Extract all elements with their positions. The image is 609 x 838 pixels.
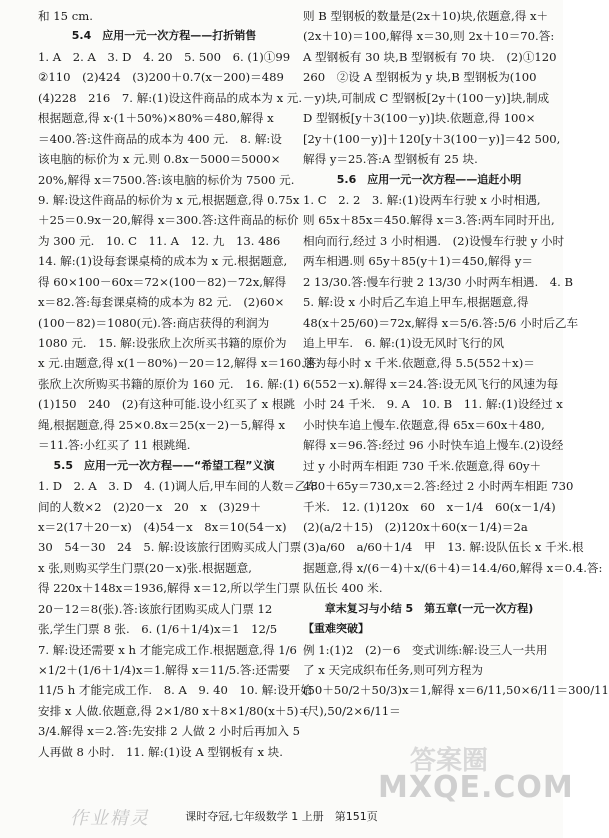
text-line: 安排 x 人做.依题意,得 2×1/80 x＋8×1/80(x＋5)＝	[38, 703, 310, 718]
right-column	[303, 6, 609, 721]
text-line: [2y＋(100－y)]＋120[y＋3(100－y)]＝42 500,	[303, 131, 561, 146]
text-line: (4)228 216 7. 解:(1)设这件商品的成本为 x 元.	[38, 90, 303, 105]
text-line: 1. C 2. 2 3. 解:(1)设两车行驶 x 小时相遇,	[303, 192, 541, 207]
text-line: 两车相遇.则 65y＋85(y＋1)＝450,解得 y＝	[303, 254, 533, 269]
watermark-logo: 作业精灵	[70, 808, 150, 829]
text-line: 解得 y＝25.答:A 型钢板有 25 块.	[303, 152, 478, 167]
text-line: 人再做 8 小时. 11. 解:(1)设 A 型钢板有 x 块.	[38, 744, 283, 759]
text-line: ②110 (2)424 (3)200＋0.7(x－200)＝489	[38, 70, 284, 85]
text-line: 追上甲车. 6. 解:(1)设无风时飞行的风	[303, 336, 505, 350]
page-footer: 课时夺冠,七年级数学 1 上册 第151页	[185, 810, 378, 823]
text-line: －y)块,可制成 C 型钢板[2y＋(100－y)]块,制成	[303, 90, 550, 105]
text-line: 1. D 2. A 3. D 4. (1)调人后,甲车间的人数＝乙车	[38, 479, 318, 494]
text-line: 相向而行,经过 3 小时相遇. (2)设慢车行驶 y 小时	[303, 233, 565, 248]
text-line: 速为每小时 x 千米.依题意,得 5.5(552＋x)＝	[303, 356, 535, 371]
text-line: 1080 元. 15. 解:设张欣上次所买书籍的原价为	[38, 336, 287, 350]
text-line: (1)150 240 (2)有这种可能.设小红买了 x 根跳	[38, 397, 296, 412]
text-line: 据题意,得 x/(6－4)＋x/(6＋4)＝14.4/60,解得 x＝0.4.答:	[303, 560, 603, 575]
section-heading: 5.6 应用一元一次方程——追赶小明	[336, 172, 522, 186]
text-line: 小时快车追上慢车.依题意,得 65x＝60x＋480,	[303, 417, 545, 432]
text-line: (2)(a/2＋15) (2)120x＋60(x－1/4)＝2a	[303, 519, 528, 534]
text-line: 30 54－30 24 5. 解:设该旅行团购买成人门票	[38, 540, 302, 555]
text-line: (100－82)＝1080(元).答:商店获得的利润为	[38, 315, 270, 330]
text-line: 队伍长 400 米.	[303, 581, 383, 596]
text-line: 6(552－x).解得 x＝24.答:设无风飞行的风速为每	[303, 376, 559, 391]
text-line: 根据题意,得 x·(1＋50%)×80%＝480,解得 x	[38, 111, 274, 126]
text-line: ＝400.答:这件商品的成本为 400 元. 8. 解:设	[38, 131, 282, 146]
text-line: 480＋65y＝730,x＝2.答:经过 2 小时两车相距 730	[303, 479, 574, 494]
watermark-site: MXQE.COM	[378, 770, 574, 805]
text-line: 9. 解:设这件商品的标价为 x 元,根据题意,得 0.75x	[38, 192, 300, 207]
text-line: x＝2(17＋20－x) (4)54－x 8x＝10(54－x)	[38, 519, 287, 534]
text-line: 14. 解:(1)设每套课桌椅的成本为 x 元.根据题意,	[38, 254, 288, 269]
text-line: 解得 x＝96.答:经过 96 小时快车追上慢车.(2)设经	[303, 438, 564, 453]
text-line: ＋25＝0.9x－20,解得 x＝300.答:这件商品的标价	[38, 213, 299, 228]
text-line: 为 300 元. 10. C 11. A 12. 九 13. 486	[38, 233, 281, 248]
text-line: D 型钢板[y＋3(100－y)]块.依题意,得 100×	[303, 111, 536, 126]
text-line: 2 13/30.答:慢车行驶 2 13/30 小时两车相遇. 4. B	[303, 274, 573, 289]
text-line: 48(x＋25/60)＝72x,解得 x＝5/6.答:5/6 小时后乙车	[303, 315, 579, 330]
text-line: 得 60×100－60x＝72×(100－82)－72x,解得	[38, 274, 287, 289]
text-line: 11/5 h 才能完成工作. 8. A 9. 40 10. 解:设开始	[38, 683, 312, 698]
text-line: 20－12＝8(张).答:该旅行团购买成人门票 12	[38, 601, 273, 616]
text-line: x 张,则购买学生门票(20－x)张.根据题意,	[38, 560, 252, 575]
section-heading: 章末复习与小结 5 第五章(一元一次方程)	[324, 601, 534, 615]
text-line: x 元.由题意,得 x(1－80%)－20＝12,解得 x＝160.答:	[38, 356, 321, 371]
text-line: 张欣上次所购买书籍的原价为 160 元. 16. 解:(1)	[38, 376, 300, 391]
text-line: 间的人数×2 (2)20－x 20 x (3)29＋	[38, 499, 262, 514]
text-line: x＝82.答:每套课桌椅的成本为 82 元. (2)60×	[38, 295, 285, 310]
text-line: 则 B 型钢板的数量是(2x＋10)块,依题意,得 x＋	[303, 9, 549, 23]
text-line: 5. 解:设 x 小时后乙车追上甲车,根据题意,得	[303, 295, 529, 310]
text-line: ＝11.答:小红买了 11 根跳绳.	[38, 438, 191, 453]
text-line: (3)a/60 a/60＋1/4 甲 13. 解:设队伍长 x 千米.根	[303, 540, 584, 555]
section-tag: 【重难突破】	[303, 622, 369, 636]
text-line: 千米. 12. (1)120x 60 x－1/4 60(x－1/4)	[303, 499, 556, 514]
text-line: 和 15 cm.	[38, 9, 93, 23]
text-line: 小时 24 千米. 9. A 10. B 11. 解:(1)设经过 x	[303, 397, 563, 412]
text-line: A 型钢板有 30 块,B 型钢板有 70 块. (2)①120	[303, 49, 557, 64]
text-line: (50＋50/2＋50/3)x＝1,解得 x＝6/11,50×6/11＝300/11	[303, 683, 609, 698]
section-heading: 5.4 应用一元一次方程——打折销售	[71, 29, 257, 43]
text-line: 260 ②设 A 型钢板为 y 块,B 型钢板为(100	[303, 70, 537, 85]
text-line: ×1/2＋(1/6＋1/4)x＝1.解得 x＝11/5.答:还需要	[38, 663, 291, 677]
text-line: 该电脑的标价为 x 元.则 0.8x－5000＝5000×	[38, 152, 281, 167]
text-line: 张,学生门票 8 张. 6. (1/6＋1/4)x＝1 12/5	[38, 622, 278, 637]
text-line: (2x＋10)＝100,解得 x＝30,则 2x＋10＝70.答:	[303, 29, 555, 44]
left-column	[38, 6, 321, 762]
text-line: 过 y 小时两车相距 730 千米.依题意,得 60y＋	[303, 458, 542, 473]
text-line: 7. 解:设还需要 x h 才能完成工作.根据题意,得 1/6	[38, 642, 297, 657]
text-line: 得 220x＋148x＝1936,解得 x＝12,所以学生门票	[38, 581, 300, 596]
text-line: 绳,根据题意,得 25×0.8x＝25(x－2)－5,解得 x	[38, 417, 286, 432]
watermark-chinese: 答案圈	[410, 746, 489, 776]
text-line: 例 1:(1)2 (2)－6 变式训练:解:设三人一共用	[303, 642, 548, 657]
text-line: 则 65x＋85x＝450.解得 x＝3.答:两车同时开出,	[303, 213, 555, 228]
text-line: 1. A 2. A 3. D 4. 20 5. 500 6. (1)①99	[38, 49, 291, 64]
section-heading: 5.5 应用一元一次方程——“希望工程”义演	[53, 458, 275, 472]
text-line: 3/4.解得 x＝2.答:先安排 2 人做 2 小时后再加入 5	[38, 724, 300, 739]
text-line: (尺),50/2×6/11＝	[303, 703, 401, 718]
text-line: 20%,解得 x＝7500.答:该电脑的标价为 7500 元.	[38, 172, 295, 187]
text-line: 了 x 天完成织布任务,则可列方程为	[303, 663, 483, 677]
